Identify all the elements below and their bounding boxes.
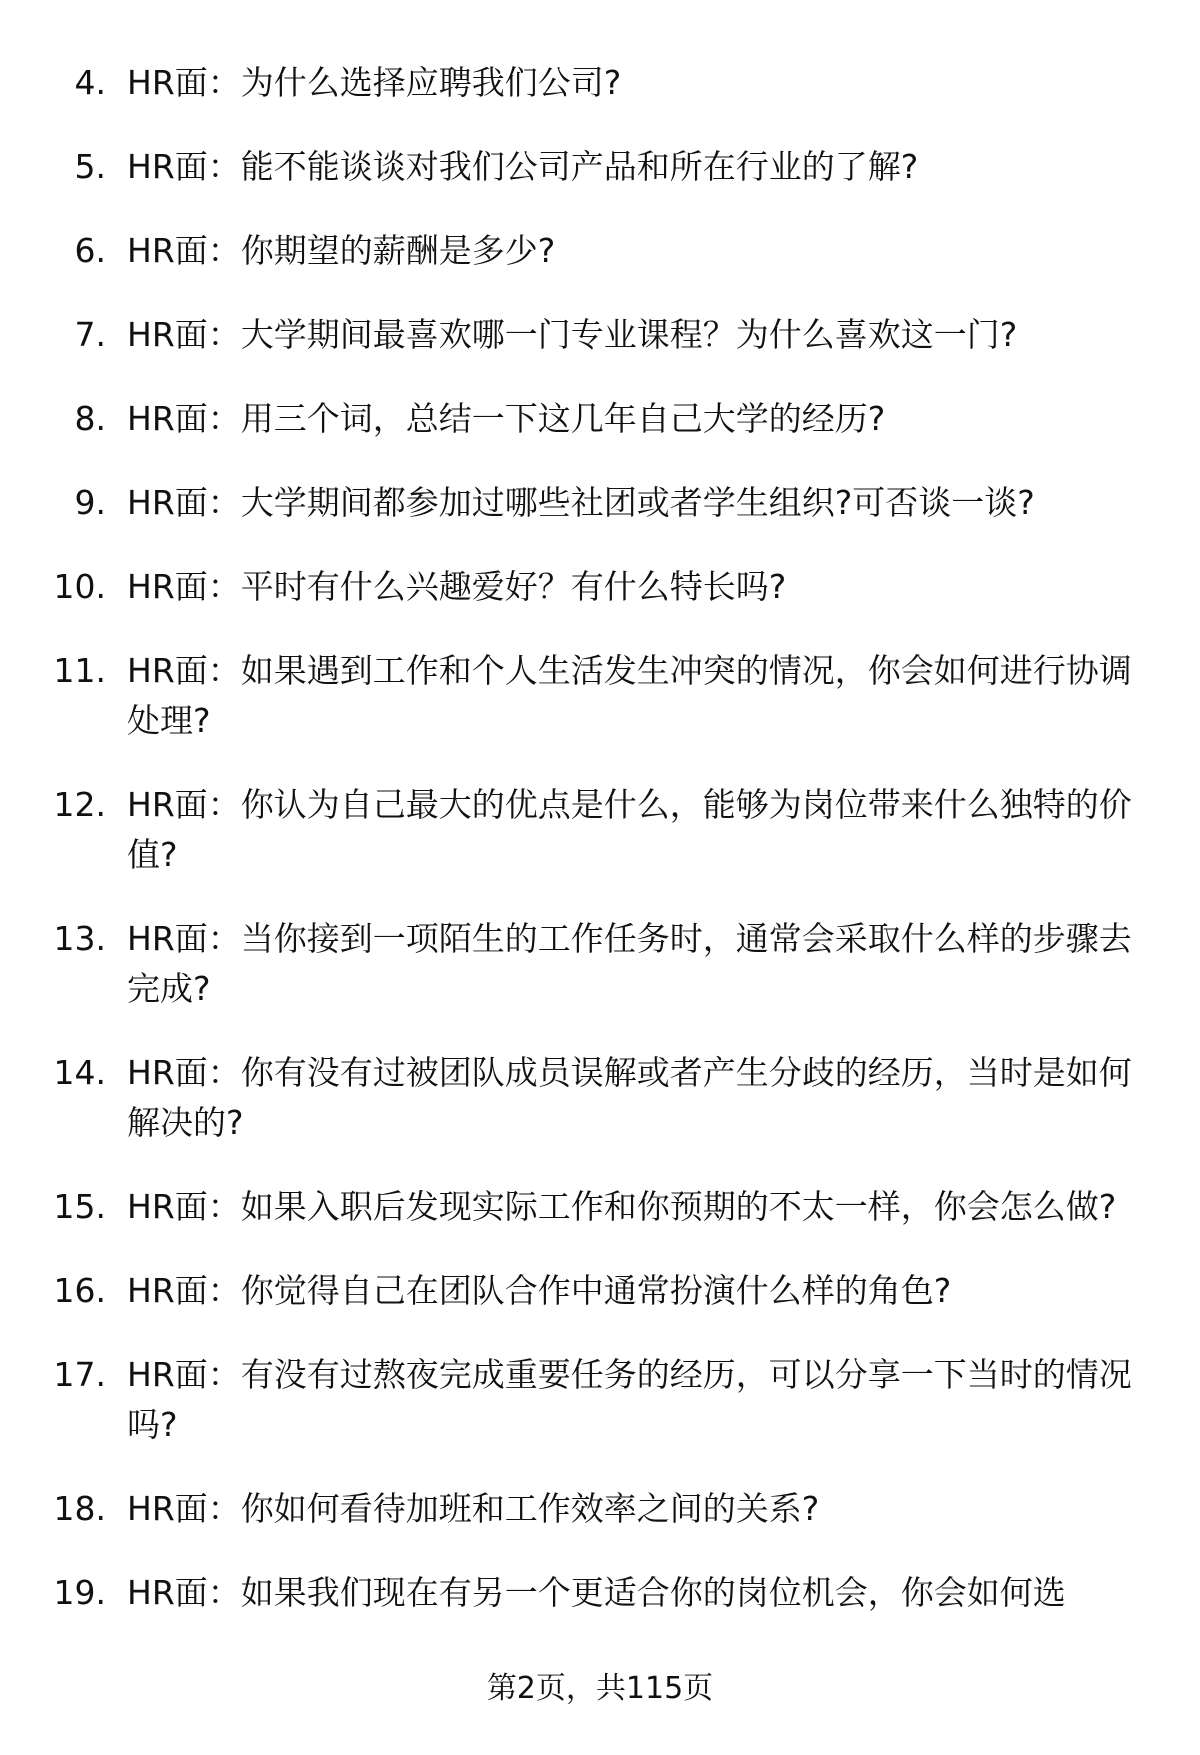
question-item [0,1266,1200,1316]
question-number: 17. [53,1355,106,1394]
question-item [0,478,1200,528]
question-number: 4. [74,63,106,102]
question-text: HR面：如果入职后发现实际工作和你预期的不太一样，你会怎么做? [127,1187,1117,1226]
question-text: HR面：为什么选择应聘我们公司? [127,63,622,102]
question-number: 9. [74,483,106,522]
question-text: HR面：如果遇到工作和个人生活发生冲突的情况，你会如何进行协调处理? [127,651,1132,740]
question-item [0,1568,1200,1618]
question-number: 6. [74,231,106,270]
question-item [0,1182,1200,1232]
question-item [0,1048,1200,1148]
question-text: HR面：你期望的薪酬是多少? [127,231,556,270]
question-text: HR面：能不能谈谈对我们公司产品和所在行业的了解? [127,147,919,186]
question-number: 15. [53,1187,106,1226]
question-number: 13. [53,919,106,958]
question-item [0,1350,1200,1450]
question-text: HR面：用三个词，总结一下这几年自己大学的经历? [127,399,886,438]
question-item [0,780,1200,880]
page-footer: 第2页，共115页 [486,1671,714,1706]
question-number: 10. [53,567,106,606]
question-text: HR面：你认为自己最大的优点是什么，能够为岗位带来什么独特的价值? [127,785,1132,874]
question-number: 16. [53,1271,106,1310]
question-item [0,562,1200,612]
question-text: HR面：当你接到一项陌生的工作任务时，通常会采取什么样的步骤去完成? [127,919,1132,1008]
question-text: HR面：你如何看待加班和工作效率之间的关系? [127,1489,820,1528]
question-item [0,58,1200,108]
question-number: 11. [53,651,106,690]
question-number: 14. [53,1053,106,1092]
question-item [0,1484,1200,1534]
question-number: 5. [74,147,106,186]
question-number: 7. [74,315,106,354]
question-text: HR面：如果我们现在有另一个更适合你的岗位机会，你会如何选 [127,1573,1066,1612]
question-text: HR面：你有没有过被团队成员误解或者产生分歧的经历，当时是如何解决的? [127,1053,1132,1142]
question-list [0,58,1200,1652]
question-text: HR面：你觉得自己在团队合作中通常扮演什么样的角色? [127,1271,952,1310]
question-number: 8. [74,399,106,438]
question-number: 12. [53,785,106,824]
question-item [0,394,1200,444]
question-text: HR面：平时有什么兴趣爱好？有什么特长吗? [127,567,787,606]
question-item [0,142,1200,192]
question-item [0,310,1200,360]
question-number: 18. [53,1489,106,1528]
question-item [0,914,1200,1014]
question-text: HR面：大学期间最喜欢哪一门专业课程？为什么喜欢这一门? [127,315,1018,354]
question-text: HR面：大学期间都参加过哪些社团或者学生组织?可否谈一谈? [127,483,1035,522]
question-item [0,226,1200,276]
question-item [0,646,1200,746]
question-number: 19. [53,1573,106,1612]
question-text: HR面：有没有过熬夜完成重要任务的经历，可以分享一下当时的情况吗? [127,1355,1132,1444]
